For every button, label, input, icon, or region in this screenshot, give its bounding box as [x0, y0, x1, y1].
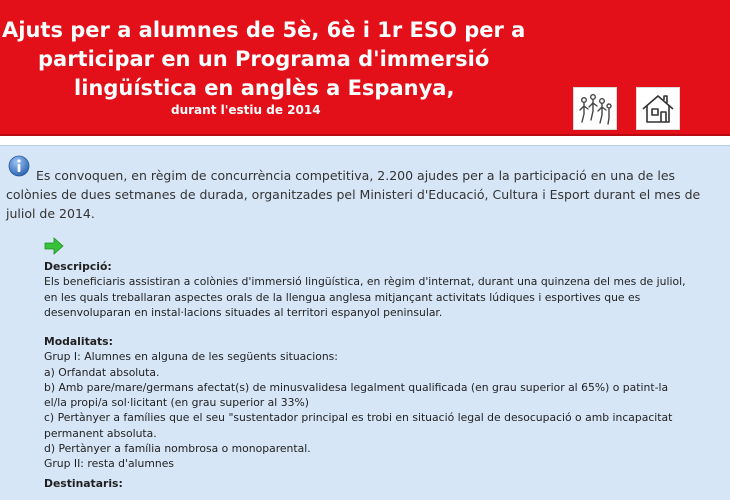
people-button[interactable] [573, 87, 617, 130]
modalities-line: permanent absoluta. [44, 426, 157, 440]
modalities-heading: Modalitats: [44, 335, 113, 348]
description-line: en les quals treballaran aspectes orals de la llengua anglesa mitjançant activitats lúdiques i esportives que es [44, 290, 641, 304]
content-panel [0, 145, 730, 500]
modalities-line: Grup I: Alumnes en alguna de les següents situacions: [44, 350, 338, 364]
modalities-line: Grup II: resta d'alumnes [44, 457, 175, 471]
page-subtitle: durant l'estiu de 2014 [171, 103, 321, 117]
recipients-heading: Destinataris: [44, 477, 123, 490]
intro-line-2: colònies de dues setmanes de durada, organitzades pel Ministeri d'Educació, Cultura i Esport durant el mes de [6, 187, 701, 202]
modalities-line: d) Pertànyer a família nombrosa o monoparental. [44, 442, 311, 456]
modalities-line: el/la propi/a sol·licitant (en grau superior al 33%) [44, 396, 309, 410]
description-line: desenvoluparan en instal·lacions situades al territori espanyol peninsular. [44, 305, 443, 319]
description-line: Els beneficiaris assistiran a colònies d'immersió lingüística, en règim d'internat, durant una quinzena del mes de juliol, [44, 275, 686, 289]
intro-line-1: Es convoquen, en règim de concurrència competitiva, 2.200 ajudes per a la participació en una de les [36, 168, 676, 183]
home-icon [640, 92, 676, 126]
recipients-section [44, 476, 704, 491]
arrow-right-icon [44, 237, 64, 255]
people-icon [577, 92, 613, 126]
intro-line-3: juliol de 2014. [6, 206, 95, 221]
modalities-line: b) Amb pare/mare/germans afectat(s) de minusvalidesa legalment qualificada (en grau superior al 65%) o patint-la [44, 380, 669, 394]
modalities-section [44, 334, 704, 472]
intro-text [6, 166, 722, 223]
modalities-line: c) Pertànyer a famílies que el seu "sustentador principal es trobi en situació legal de desocupació o amb incapacitat [44, 411, 673, 425]
home-button[interactable] [636, 87, 680, 130]
title-line-2: participar en un Programa d'immersió [38, 47, 490, 71]
description-heading: Descripció: [44, 260, 112, 273]
modalities-line: a) Orfandat absoluta. [44, 365, 160, 379]
title-line-1: Ajuts per a alumnes de 5è, 6è i 1r ESO per a [2, 18, 526, 42]
description-section [44, 259, 704, 320]
page-header [0, 0, 730, 136]
title-line-3: lingüística en anglès a Espanya, [74, 76, 455, 100]
